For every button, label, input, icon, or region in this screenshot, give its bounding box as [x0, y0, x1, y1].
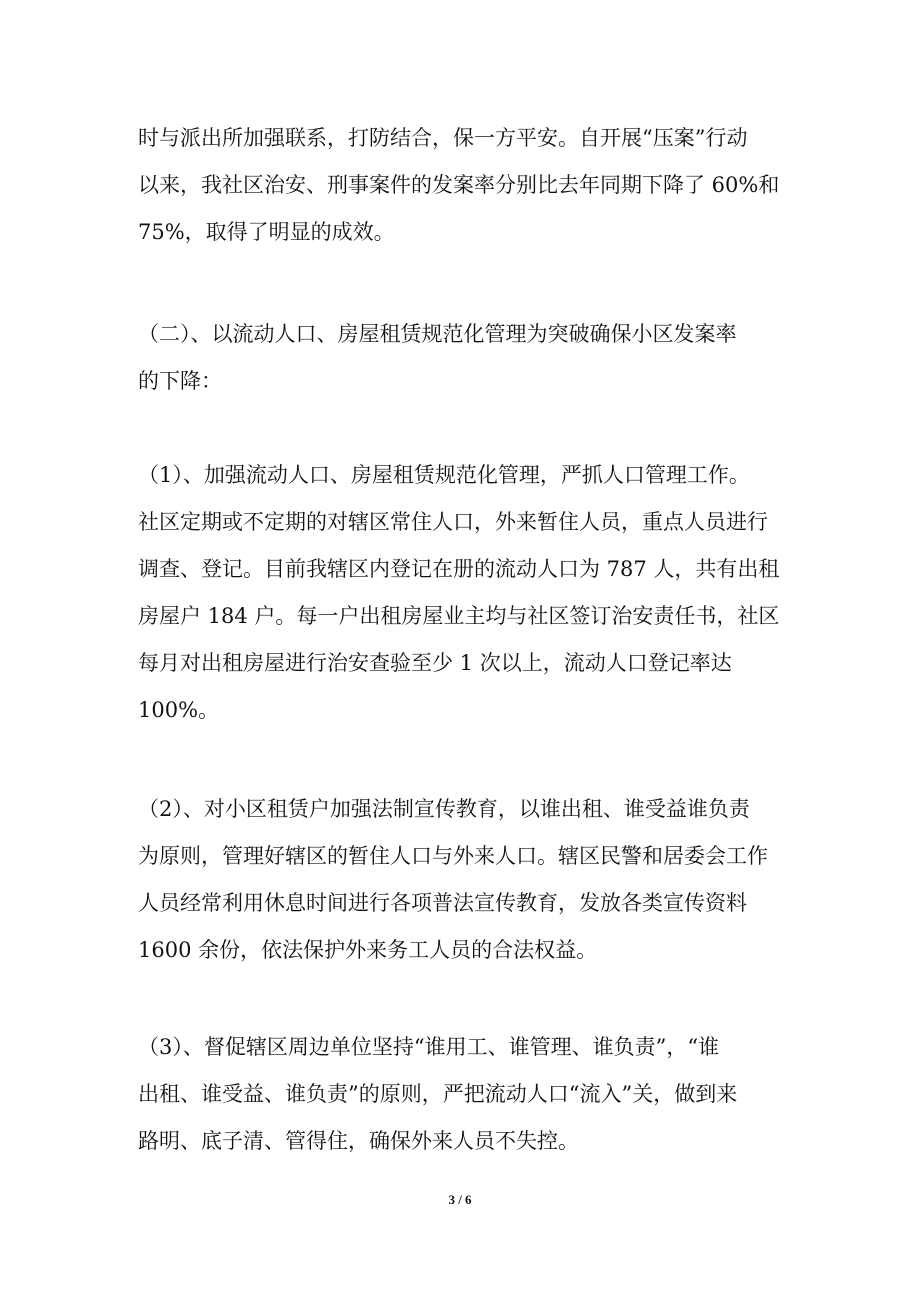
text-line: 路明、底子清、管得住，确保外来人员不失控。 — [138, 1129, 579, 1153]
text-line: 调查、登记。目前我辖区内登记在册的流动人口为 787 人，共有出租 — [138, 557, 780, 581]
text-line: （1）、加强流动人口、房屋租赁规范化管理，严抓人口管理工作。 — [138, 463, 750, 487]
text-line: （3）、督促辖区周边单位坚持“谁用工、谁管理、谁负责”，“谁 — [138, 1035, 720, 1059]
text-line: 每月对出租房屋进行治安查验至少 1 次以上，流动人口登记率达 — [138, 651, 732, 675]
section-heading-two — [138, 311, 788, 405]
paragraph-item-3 — [138, 1024, 788, 1165]
text-line: 100%。 — [138, 698, 220, 722]
paragraph-crackdown-results — [138, 115, 788, 256]
text-line: 1600 余份，依法保护外来务工人员的合法权益。 — [138, 938, 598, 962]
text-line: 出租、谁受益、谁负责”的原则，严把流动人口“流入”关，做到来 — [138, 1082, 738, 1106]
text-line: （2）、对小区租赁户加强法制宣传教育，以谁出租、谁受益谁负责 — [138, 797, 750, 821]
text-line: 社区定期或不定期的对辖区常住人口，外来暂住人员，重点人员进行 — [138, 510, 768, 534]
text-line: 的下降： — [138, 369, 222, 393]
text-line: 房屋户 184 户。每一户出租房屋业主均与社区签订治安责任书，社区 — [138, 604, 780, 628]
page-number: 3 / 6 — [448, 1192, 472, 1207]
paragraph-item-2 — [138, 786, 788, 974]
text-line: 75%，取得了明显的成效。 — [138, 220, 395, 244]
text-line: 时与派出所加强联系，打防结合，保一方平安。自开展“压案”行动 — [138, 126, 748, 150]
text-line: 为原则，管理好辖区的暂住人口与外来人口。辖区民警和居委会工作 — [138, 844, 768, 868]
text-line: （二）、以流动人口、房屋租赁规范化管理为突破确保小区发案率 — [138, 322, 737, 346]
text-line: 以来，我社区治安、刑事案件的发案率分别比去年同期下降了 60%和 — [138, 173, 780, 197]
paragraph-item-1 — [138, 452, 788, 734]
text-line: 人员经常利用休息时间进行各项普法宣传教育，发放各类宣传资料 — [138, 891, 747, 915]
